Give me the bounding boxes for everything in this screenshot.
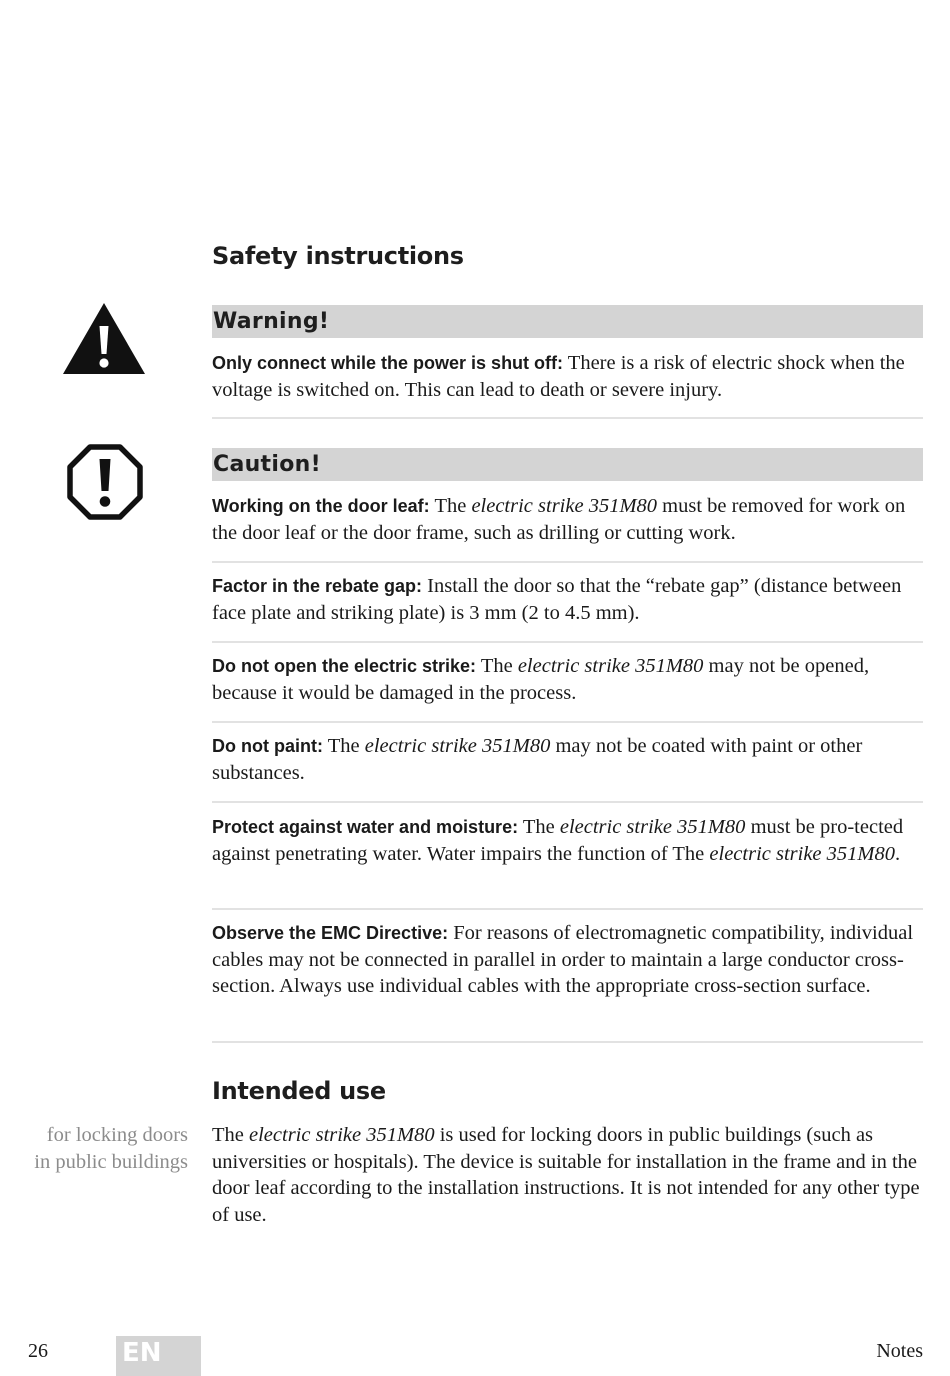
divider (212, 721, 923, 723)
caution-bar (212, 448, 923, 481)
caution-item: Factor in the rebate gap: Install the door so that the “rebate gap” (distance between face plate and striking plate) is 3 mm (2 to 4.5 mm). (212, 575, 902, 624)
intended-use-paragraph: The electric strike 351M80 is used for locking doors in public buildings (such as universities or hospitals). The device is suitable for installation in the frame and in the door leaf according to the installation instructions. It is not intended for any other type of use. (212, 1124, 920, 1226)
caution-item-lead: Protect against water and moisture: (212, 817, 519, 837)
divider (212, 561, 923, 563)
caution-item: Do not paint: The electric strike 351M80 may not be coated with paint or other substances. (212, 735, 863, 784)
page-number: 26 (28, 1340, 48, 1362)
caution-item-lead: Do not open the electric strike: (212, 656, 477, 676)
safety-heading: Safety instructions (212, 242, 464, 270)
caution-item-lead: Observe the EMC Directive: (212, 923, 449, 943)
margin-note: for locking doors in public buildings (34, 1124, 188, 1173)
warning-lead: Only connect while the power is shut off: (212, 353, 564, 373)
caution-item: Working on the door leaf: The electric strike 351M80 must be removed for work on the door leaf or the door frame, such as drilling or cutting work. (212, 495, 906, 544)
caution-item-lead: Factor in the rebate gap: (212, 576, 423, 596)
language-badge (116, 1336, 201, 1376)
warning-text: There is a risk of electric shock when the voltage is switched on. This can lead to death or severe injury. (212, 352, 905, 401)
footer-section-label: Notes (876, 1340, 923, 1362)
divider (212, 417, 923, 419)
caution-label: Caution! (213, 452, 321, 477)
caution-item: Observe the EMC Directive: For reasons of electromagnetic compatibility, individual cables may not be connected in parallel in order to maintain a large conductor cross-section. Always use individual cables with the appropriate cross-section surface. (212, 922, 914, 998)
caution-item-lead: Working on the door leaf: (212, 496, 430, 516)
caution-item: Do not open the electric strike: The electric strike 351M80 may not be opened, because it would be damaged in the process. (212, 655, 870, 704)
divider (212, 801, 923, 803)
warning-paragraph (212, 350, 924, 403)
intended-use-heading: Intended use (212, 1077, 386, 1105)
warning-label: Warning! (213, 309, 330, 334)
divider (212, 1041, 923, 1043)
caution-item: Protect against water and moisture: The electric strike 351M80 must be pro-tected against penetrating water. Water impairs the function of The electric strike 351M80. (212, 816, 904, 865)
language-label: EN (122, 1338, 162, 1368)
divider (212, 641, 923, 643)
warning-triangle-icon (62, 302, 146, 376)
caution-item-lead: Do not paint: (212, 736, 323, 756)
divider (212, 908, 923, 910)
octagon-exclamation-icon (67, 444, 143, 520)
warning-bar (212, 305, 923, 338)
